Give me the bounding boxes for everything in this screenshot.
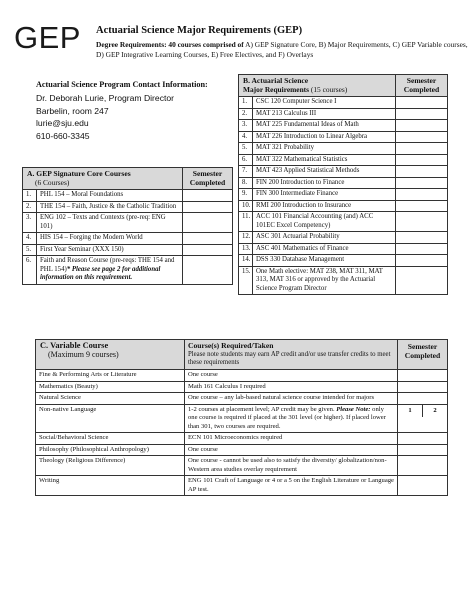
table-subtitle: (Maximum 9 courses): [48, 349, 119, 359]
contact-line: 610-660-3345: [36, 130, 90, 141]
row-number: 9.: [239, 189, 253, 201]
signature-core-body: [23, 190, 233, 285]
course-name: [37, 201, 183, 213]
course-name: MAT 225 Fundamental Ideas of Math: [253, 120, 396, 132]
row-number: 5.: [23, 244, 37, 256]
contact-line[interactable]: lurie@sju.edu: [36, 118, 89, 128]
signature-core-heading: [23, 168, 183, 190]
row-number: 3.: [23, 213, 37, 233]
course-text: One course: [188, 371, 218, 379]
table-row: [23, 213, 233, 233]
semester-cell[interactable]: [396, 131, 448, 143]
table-row: [36, 456, 448, 476]
area-name: Mathematics (Beauty): [36, 381, 185, 393]
row-number: 1.: [23, 190, 37, 202]
course-text: ECN 101 Microeconomics required: [188, 434, 283, 442]
course-text: Faith and Reason Course (pre-reqs: THE 154 and PHL 154): [40, 257, 175, 273]
contact-line: Barbelin, room 247: [36, 105, 109, 116]
row-number: 4.: [239, 131, 253, 143]
table-row: [239, 120, 448, 132]
table-row: [239, 166, 448, 178]
semester-cell[interactable]: [396, 97, 448, 109]
course-required: [185, 404, 398, 433]
course-text: One course: [188, 445, 218, 453]
semester-cell[interactable]: [183, 256, 233, 285]
semester-cell[interactable]: [398, 444, 448, 456]
course-text: ENG 101 Craft of Language or 4 or a 5 on the English Literature or Language AP test.: [188, 477, 394, 493]
area-name: Fine & Performing Arts or Literature: [36, 370, 185, 382]
course-required: [185, 456, 398, 476]
course-name: FIN 200 Introduction to Finance: [253, 177, 396, 189]
semester-cell[interactable]: [396, 212, 448, 232]
semester-slot-2[interactable]: 2: [433, 406, 437, 414]
row-number: 8.: [239, 177, 253, 189]
semester-cell[interactable]: [396, 189, 448, 201]
course-name: ASC 401 Mathematics of Finance: [253, 243, 396, 255]
course-required-label: Course(s) Required/Taken: [188, 341, 274, 350]
course-required: [185, 433, 398, 445]
page-title: Actuarial Science Major Requirements (GEP): [96, 25, 303, 36]
degree-requirements-text: A) GEP Signature Core, B) Major Requirements, C) GEP Variable courses, D) GEP Integrative Learning Courses, E) Free Electives, and F) Overlays: [96, 40, 468, 59]
course-name: FIN 300 Intermediate Finance: [253, 189, 396, 201]
row-number: 14.: [239, 255, 253, 267]
semester-cell[interactable]: [398, 393, 448, 405]
course-text: 1-2 courses at placement level; AP credit may be given.: [188, 405, 337, 413]
table-row: [239, 131, 448, 143]
course-name: [37, 256, 183, 285]
table-header-row: [239, 75, 448, 97]
course-name: One Math elective: MAT 238, MAT 311, MAT 313, MAT 316 or approved by the Actuarial Science Program Director: [253, 266, 396, 295]
course-name: DSS 330 Database Management: [253, 255, 396, 267]
table-row: [36, 393, 448, 405]
table-row: [23, 244, 233, 256]
table-row: [239, 189, 448, 201]
semester-split: [398, 405, 447, 418]
course-required-heading: [185, 340, 398, 370]
course-text: ENG 102 – Texts and Contexts (pre-req: ENG 101): [40, 214, 166, 230]
semester-cell[interactable]: [396, 200, 448, 212]
table-row: [36, 433, 448, 445]
semester-cell[interactable]: [396, 166, 448, 178]
table-row: [239, 212, 448, 232]
semester-cell[interactable]: [396, 154, 448, 166]
variable-course-heading: [36, 340, 185, 370]
row-number: 7.: [239, 166, 253, 178]
semester-cell[interactable]: [396, 108, 448, 120]
course-text: One course - cannot be used also to satisfy the diversity/ globalization/non-Western area studies overlay requirement: [188, 457, 387, 473]
table-row: [36, 404, 448, 433]
semester-completed-header: Semester Completed: [183, 168, 233, 190]
semester-cell[interactable]: [396, 255, 448, 267]
area-name: Natural Science: [36, 393, 185, 405]
table-title: A. GEP Signature Core Courses: [27, 169, 131, 178]
area-name: Philosophy (Philosophical Anthropology): [36, 444, 185, 456]
course-name: MAT 322 Mathematical Statistics: [253, 154, 396, 166]
course-text-rest: only one course is required if placed at the 301 level (or higher). If placed lower than 301, two courses are required.: [188, 405, 386, 430]
table-row: [239, 108, 448, 120]
table-row: [239, 143, 448, 155]
row-number: 10.: [239, 200, 253, 212]
degree-requirements-label: Degree Requirements: 40 courses comprised of: [96, 40, 244, 49]
table-row: [23, 256, 233, 285]
variable-course-table: [35, 339, 448, 496]
course-note-label: Please Note:: [336, 405, 371, 413]
semester-cell[interactable]: [396, 243, 448, 255]
row-number: 11.: [239, 212, 253, 232]
table-row: [239, 255, 448, 267]
semester-split-row: [398, 405, 447, 418]
semester-cell[interactable]: [396, 143, 448, 155]
table-header-row: [23, 168, 233, 190]
course-required: [185, 444, 398, 456]
semester-completed-header: Semester Completed: [398, 340, 448, 370]
course-text: First Year Seminar (XXX 150): [40, 245, 124, 253]
course-name: MAT 226 Introduction to Linear Algebra: [253, 131, 396, 143]
semester-completed-header: Semester Completed: [396, 75, 448, 97]
table-row: [239, 154, 448, 166]
semester-cell[interactable]: [398, 370, 448, 382]
semester-cell[interactable]: [398, 456, 448, 476]
course-text: PHL 154 – Moral Foundations: [40, 191, 124, 198]
semester-cell[interactable]: [398, 404, 448, 433]
semester-cell[interactable]: [183, 213, 233, 233]
table-subtitle-rest: (15 courses): [309, 84, 348, 94]
contact-block: [36, 80, 236, 142]
table-subtitle: (6 Courses): [35, 177, 70, 187]
course-name: MAT 321 Probability: [253, 143, 396, 155]
semester-cell[interactable]: [396, 232, 448, 244]
contact-heading: Actuarial Science Program Contact Information:: [36, 80, 208, 89]
course-name: [37, 244, 183, 256]
semester-cell[interactable]: [398, 381, 448, 393]
semester-cell[interactable]: [183, 190, 233, 202]
degree-requirements: [96, 40, 468, 60]
course-name: MAT 423 Applied Statistical Methods: [253, 166, 396, 178]
semester-cell[interactable]: [183, 244, 233, 256]
course-name: MAT 213 Calculus III: [253, 108, 396, 120]
area-name: Non-native Language: [36, 404, 185, 433]
row-number: 5.: [239, 143, 253, 155]
row-number: 4.: [23, 233, 37, 245]
semester-cell[interactable]: [183, 201, 233, 213]
row-number: 6.: [239, 154, 253, 166]
table-title: B. Actuarial Science: [243, 76, 309, 85]
table-row: [36, 476, 448, 496]
semester-cell[interactable]: [396, 177, 448, 189]
course-name: ACC 101 Financial Accounting (and) ACC 101EC Excel Competency): [253, 212, 396, 232]
area-name: Social/Behavioral Science: [36, 433, 185, 445]
contact-line: Dr. Deborah Lurie, Program Director: [36, 93, 175, 103]
row-number: 12.: [239, 232, 253, 244]
semester-cell[interactable]: [398, 476, 448, 496]
row-number: 2.: [239, 108, 253, 120]
row-number: 13.: [239, 243, 253, 255]
table-header-row: [36, 340, 448, 370]
variable-course-body: [36, 370, 448, 496]
course-name: [37, 190, 183, 202]
course-name: [37, 213, 183, 233]
course-text: HIS 154 – Forging the Modern World: [40, 234, 143, 241]
table-subtitle-bold: Major Requirements: [243, 84, 310, 94]
row-number: 1.: [239, 97, 253, 109]
semester-cell[interactable]: [398, 433, 448, 445]
table-row: [239, 243, 448, 255]
course-name: [37, 233, 183, 245]
course-note: * Please see page 2 for additional information on this requirement.: [40, 265, 161, 281]
major-requirements-heading: [239, 75, 396, 97]
area-name: Writing: [36, 476, 185, 496]
table-row: [23, 201, 233, 213]
signature-core-table: [22, 167, 233, 285]
gep-logo: GEP: [14, 20, 81, 55]
table-row: [239, 177, 448, 189]
semester-cell[interactable]: [183, 233, 233, 245]
course-name: RMI 200 Introduction to Insurance: [253, 200, 396, 212]
table-row: [239, 232, 448, 244]
course-text: One course – any lab-based natural science course intended for majors: [188, 394, 375, 402]
course-required: [185, 393, 398, 405]
course-required: [185, 381, 398, 393]
table-row: [23, 233, 233, 245]
course-text: THE 154 – Faith, Justice & the Catholic Tradition: [40, 202, 177, 210]
course-name: CSC 120 Computer Science I: [253, 97, 396, 109]
table-row: [36, 370, 448, 382]
row-number: 15.: [239, 266, 253, 295]
table-row: [239, 266, 448, 295]
table-subtitle: [243, 86, 391, 95]
table-row: [239, 200, 448, 212]
row-number: 2.: [23, 201, 37, 213]
course-name: ASC 301 Actuarial Probability: [253, 232, 396, 244]
course-text: Math 161 Calculus I required: [188, 382, 266, 390]
table-title: C. Variable Course: [40, 341, 109, 350]
table-row: [36, 444, 448, 456]
major-requirements-table: [238, 74, 448, 295]
table-row: [36, 381, 448, 393]
course-required-note: Please note students may earn AP credit and/or use transfer credits to meet these requirements: [188, 350, 391, 366]
table-row: [23, 190, 233, 202]
area-name: Theology (Religious Difference): [36, 456, 185, 476]
course-required: [185, 370, 398, 382]
table-row: [239, 97, 448, 109]
semester-cell[interactable]: [396, 266, 448, 295]
semester-cell[interactable]: [396, 120, 448, 132]
semester-slot-1[interactable]: 1: [398, 405, 423, 418]
row-number: 3.: [239, 120, 253, 132]
course-required: [185, 476, 398, 496]
major-requirements-body: [239, 97, 448, 295]
row-number: 6.: [23, 256, 37, 285]
